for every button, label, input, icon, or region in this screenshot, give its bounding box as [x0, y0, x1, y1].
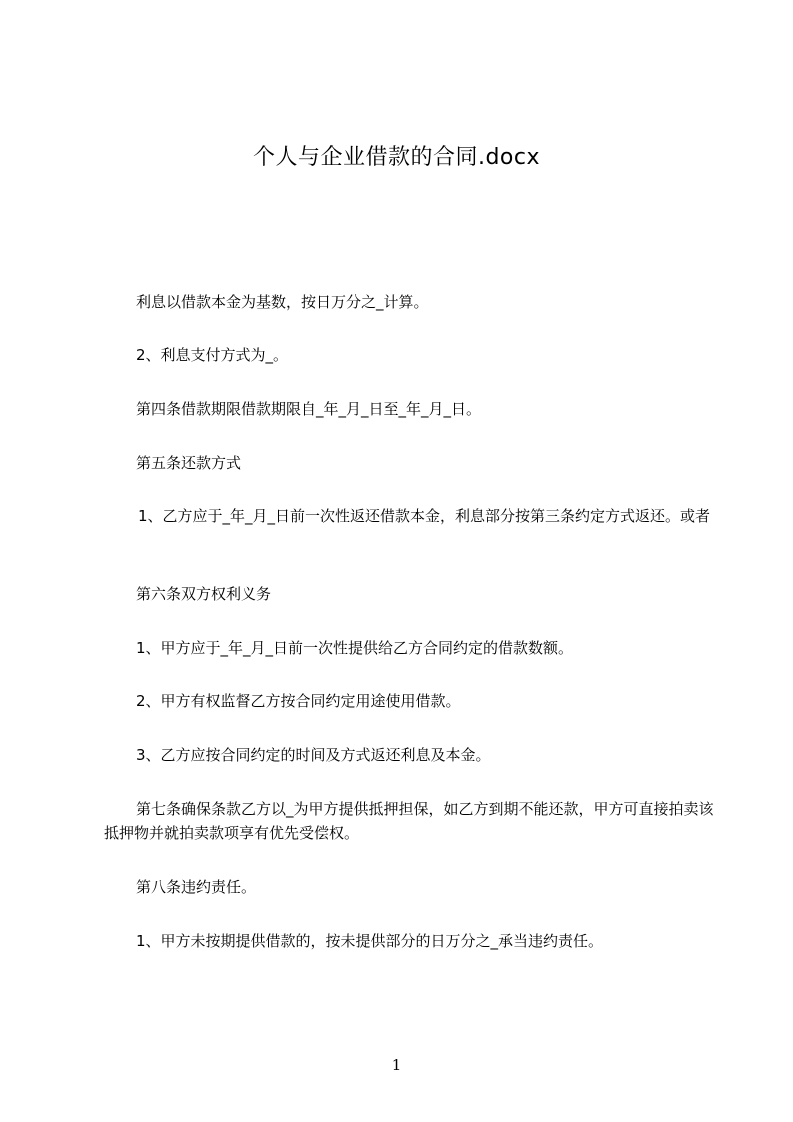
paragraph-party-a-right: 2、甲方有权监督乙方按合同约定用途使用借款。 [136, 692, 461, 710]
paragraph-article-8-heading: 第八条违约责任。 [136, 878, 257, 896]
paragraph-party-a-obligation: 1、甲方应于_年_月_日前一次性提供给乙方合同约定的借款数额。 [136, 639, 574, 657]
page-number: 1 [391, 1056, 402, 1074]
paragraph-interest-basis: 利息以借款本金为基数，按日万分之_计算。 [136, 293, 429, 311]
paragraph-repayment-clause: 1、乙方应于_年_月_日前一次性返还借款本金，利息部分按第三条约定方式返还。或者 [138, 507, 711, 525]
paragraph-article-6-heading: 第六条双方权利义务 [136, 585, 272, 603]
paragraph-article-7: 第七条确保条款乙方以_为甲方提供抵押担保，如乙方到期不能还款，甲方可直接拍卖该抵押物并就拍卖款项享有优先受偿权。 [104, 800, 714, 842]
paragraph-party-b-obligation: 3、乙方应按合同约定的时间及方式返还利息及本金。 [136, 746, 491, 764]
paragraph-article-4: 第四条借款期限借款期限自_年_月_日至_年_月_日。 [136, 400, 482, 418]
paragraph-breach-liability: 1、甲方未按期提供借款的，按未提供部分的日万分之_承当违约责任。 [136, 932, 604, 950]
paragraph-interest-payment: 2、利息支付方式为_。 [136, 346, 289, 364]
document-title: 个人与企业借款的合同.docx [252, 145, 541, 170]
paragraph-article-5-heading: 第五条还款方式 [136, 454, 242, 472]
